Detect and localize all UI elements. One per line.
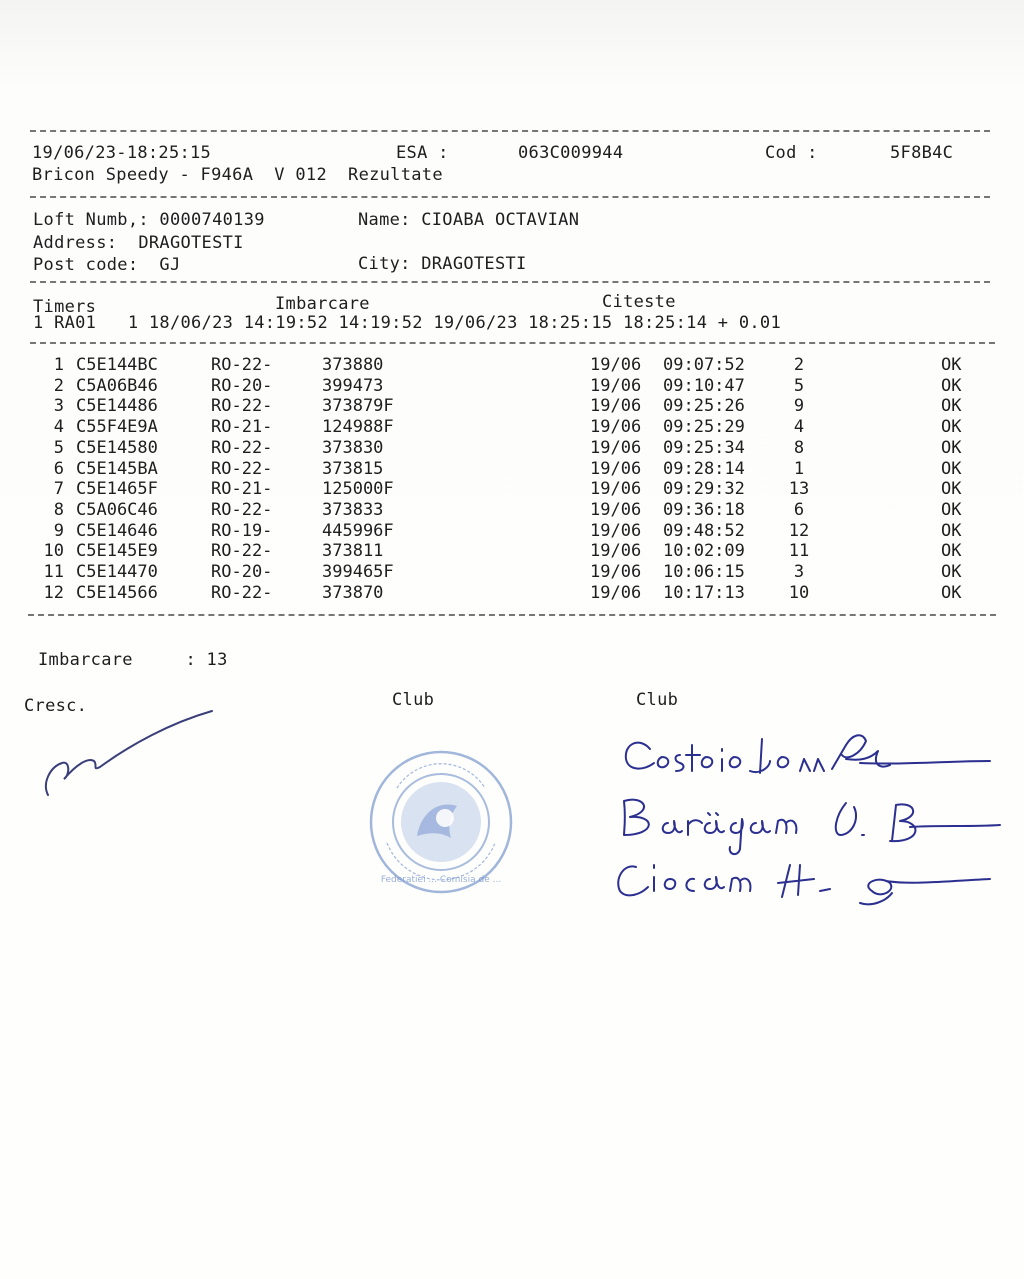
- chip-id: C5E144BC: [76, 355, 158, 375]
- row-number: 4: [53, 417, 64, 438]
- ring-prefix: RO-20-: [211, 562, 273, 582]
- status: OK: [941, 458, 962, 479]
- club-signatures: [610, 715, 1010, 915]
- status: OK: [941, 375, 962, 396]
- table-row: [0, 541, 1024, 562]
- status: OK: [941, 417, 962, 438]
- arrival-time: 09:25:26: [663, 396, 745, 417]
- row-number: 8: [53, 499, 64, 520]
- post-code: Post code: GJ: [33, 255, 181, 275]
- ring-prefix: RO-22-: [211, 355, 273, 375]
- ring-number: 373879F: [322, 396, 394, 417]
- position: 12: [788, 520, 810, 541]
- table-row: [0, 376, 1024, 397]
- row-number: 10: [43, 541, 64, 562]
- arrival-date: 19/06: [590, 520, 642, 541]
- chip-id: C5E145E9: [76, 541, 158, 562]
- row-number: 7: [53, 479, 64, 500]
- cod-label: Cod :: [765, 143, 818, 163]
- ring-number: 373833: [322, 499, 384, 520]
- status: OK: [941, 520, 962, 541]
- position: 6: [793, 499, 805, 520]
- ring-prefix: RO-22-: [211, 437, 273, 458]
- row-number: 3: [53, 396, 64, 417]
- arrival-time: 10:06:15: [663, 562, 745, 582]
- cod-value: 5F8B4C: [890, 143, 954, 163]
- print-datetime: 19/06/23-18:25:15: [32, 143, 212, 163]
- chip-id: C55F4E9A: [76, 417, 158, 438]
- separator-header: [30, 196, 990, 198]
- imbarcare-label: Imbarcare: [275, 294, 370, 314]
- ring-number: 373830: [322, 437, 384, 458]
- ring-number: 445996F: [322, 520, 394, 541]
- esa-value: 063C009944: [518, 143, 624, 163]
- arrival-date: 19/06: [590, 375, 642, 396]
- ring-number: 373811: [322, 541, 384, 562]
- arrival-time: 09:25:34: [663, 437, 745, 458]
- ring-number: 373815: [322, 458, 384, 479]
- position: 10: [788, 582, 810, 603]
- arrival-time: 09:36:18: [663, 499, 745, 520]
- arrival-date: 19/06: [590, 396, 642, 417]
- table-row: [0, 583, 1024, 604]
- ring-number: 125000F: [322, 479, 394, 500]
- ring-prefix: RO-22-: [211, 499, 273, 520]
- arrival-time: 09:29:32: [663, 479, 745, 500]
- status: OK: [941, 355, 962, 375]
- position: 5: [793, 375, 805, 396]
- table-row: [0, 521, 1024, 542]
- club-label-2: Club: [636, 690, 679, 710]
- status: OK: [941, 582, 962, 603]
- loft-number: Loft Numb,: 0000740139: [33, 210, 265, 230]
- arrival-time: 10:02:09: [663, 541, 745, 562]
- ring-prefix: RO-19-: [211, 520, 273, 541]
- status: OK: [941, 479, 962, 500]
- table-row: [0, 438, 1024, 459]
- arrival-time: 09:28:14: [663, 458, 745, 479]
- owner-city: City: DRAGOTESTI: [358, 254, 527, 274]
- ring-number: 124988F: [322, 417, 394, 438]
- ring-number: 399465F: [322, 562, 394, 582]
- position: 3: [793, 562, 805, 582]
- ring-prefix: RO-22-: [211, 541, 273, 562]
- chip-id: C5E14470: [76, 562, 158, 582]
- separator-results: [28, 614, 996, 616]
- status: OK: [941, 499, 962, 520]
- arrival-time: 09:25:29: [663, 417, 745, 438]
- row-number: 6: [53, 458, 64, 479]
- table-row: [0, 479, 1024, 500]
- ring-prefix: RO-22-: [211, 582, 273, 603]
- timer-line: 1 RA01 1 18/06/23 14:19:52 14:19:52 19/06/23 18:25:15 18:25:14 + 0.01: [33, 313, 781, 333]
- row-number: 11: [43, 562, 64, 582]
- owner-name: Name: CIOABA OCTAVIAN: [358, 210, 580, 230]
- position: 9: [793, 396, 805, 417]
- cresc-label: Cresc.: [24, 696, 88, 716]
- breeder-signature: [40, 705, 230, 805]
- position: 8: [793, 437, 805, 458]
- arrival-date: 19/06: [590, 541, 642, 562]
- arrival-time: 09:48:52: [663, 520, 745, 541]
- ring-prefix: RO-22-: [211, 396, 273, 417]
- row-number: 12: [43, 582, 64, 603]
- chip-id: C5A06B46: [76, 375, 158, 396]
- ring-number: 373880: [322, 355, 384, 375]
- status: OK: [941, 396, 962, 417]
- table-row: [0, 500, 1024, 521]
- position: 1: [793, 458, 805, 479]
- arrival-date: 19/06: [590, 582, 642, 603]
- table-row: [0, 459, 1024, 480]
- arrival-date: 19/06: [590, 499, 642, 520]
- arrival-date: 19/06: [590, 417, 642, 438]
- row-number: 1: [53, 355, 64, 375]
- status: OK: [941, 541, 962, 562]
- chip-id: C5A06C46: [76, 499, 158, 520]
- ring-prefix: RO-22-: [211, 458, 273, 479]
- arrival-time: 09:07:52: [663, 355, 745, 375]
- row-number: 9: [53, 520, 64, 541]
- esa-label: ESA :: [396, 143, 449, 163]
- table-row: [0, 355, 1024, 376]
- table-row: [0, 562, 1024, 583]
- position: 4: [793, 417, 805, 438]
- arrival-date: 19/06: [590, 562, 642, 582]
- ring-number: 373870: [322, 582, 384, 603]
- status: OK: [941, 562, 962, 582]
- timers-label: Timers: [33, 297, 97, 317]
- ring-prefix: RO-21-: [211, 479, 273, 500]
- citeste-label: Citeste: [602, 292, 676, 312]
- club-stamp: [367, 748, 515, 896]
- stamp-text: Federatiei ... Comisia de ...: [380, 875, 502, 885]
- separator-timers: [30, 342, 995, 344]
- owner-address: Address: DRAGOTESTI: [33, 233, 244, 253]
- club-label-1: Club: [392, 690, 435, 710]
- position: 2: [793, 355, 805, 375]
- arrival-date: 19/06: [590, 479, 642, 500]
- separator-owner: [30, 281, 990, 283]
- arrival-time: 10:17:13: [663, 582, 745, 603]
- status: OK: [941, 437, 962, 458]
- arrival-date: 19/06: [590, 437, 642, 458]
- arrival-date: 19/06: [590, 355, 642, 375]
- ring-prefix: RO-21-: [211, 417, 273, 438]
- chip-id: C5E14486: [76, 396, 158, 417]
- row-number: 5: [53, 437, 64, 458]
- table-row: [0, 396, 1024, 417]
- arrival-date: 19/06: [590, 458, 642, 479]
- chip-id: C5E14646: [76, 520, 158, 541]
- ring-number: 399473: [322, 375, 384, 396]
- chip-id: C5E14580: [76, 437, 158, 458]
- separator-top: [30, 130, 990, 132]
- imbarcare-total: Imbarcare : 13: [38, 650, 228, 670]
- device-title: Bricon Speedy - F946A V 012 Rezultate: [32, 165, 443, 185]
- position: 11: [788, 541, 810, 562]
- arrival-time: 09:10:47: [663, 375, 745, 396]
- chip-id: C5E1465F: [76, 479, 158, 500]
- ring-prefix: RO-20-: [211, 375, 273, 396]
- chip-id: C5E145BA: [76, 458, 158, 479]
- row-number: 2: [53, 375, 64, 396]
- position: 13: [788, 479, 810, 500]
- chip-id: C5E14566: [76, 582, 158, 603]
- table-row: [0, 417, 1024, 438]
